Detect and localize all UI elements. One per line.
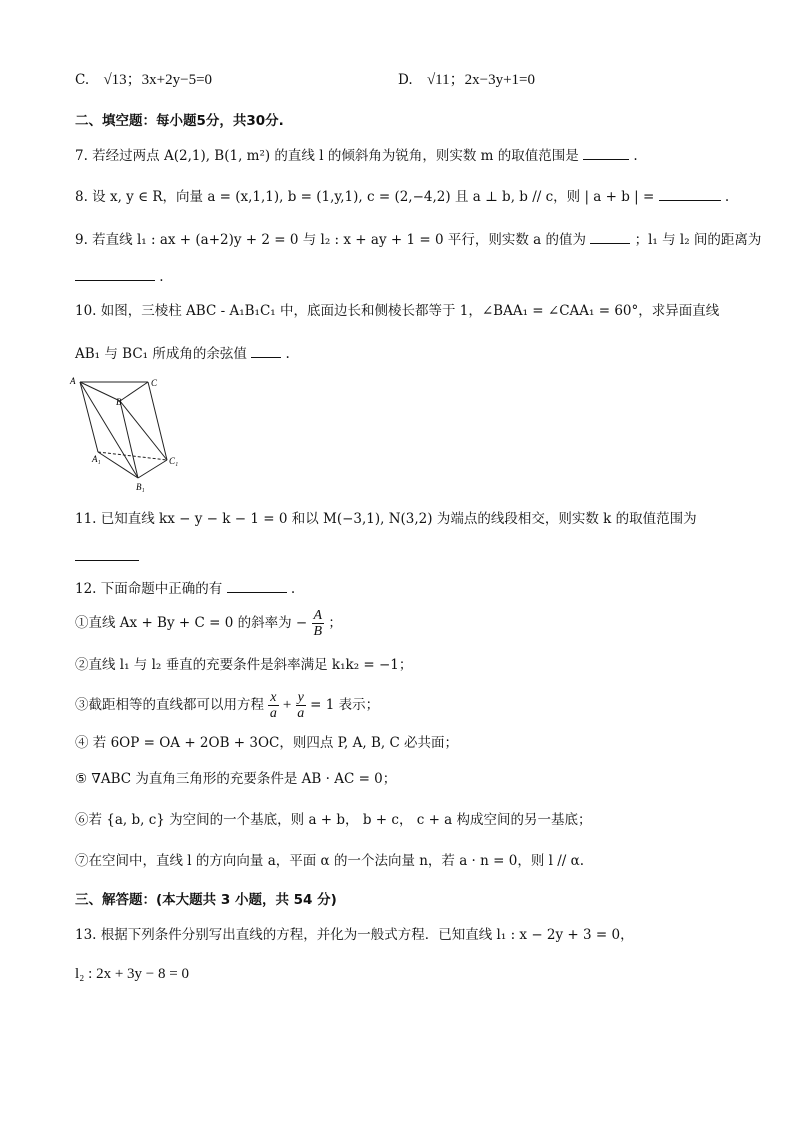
- q9-end: .: [159, 269, 164, 285]
- q12-item-2: ②直线 l₁ 与 l₂ 垂直的充要条件是斜率满足 k₁k₂ = −1；: [75, 657, 413, 673]
- q12-item-6: ⑥若 {a, b, c} 为空间的一个基底，则 a + b， b + c， c + a 构成空间的另一基底；: [75, 812, 592, 828]
- question-12: [75, 578, 295, 599]
- q12-item-4: ④ 若 6OP = OA + 2OB + 3OC，则四点 P, A, B, C 必共面；: [75, 735, 459, 751]
- question-10-cont: [75, 343, 290, 364]
- fraction-numerator: y: [297, 690, 304, 705]
- q9-answer-blank-2: [75, 266, 155, 281]
- section2-title: 二、填空题：每小题5分，共30分.: [75, 113, 284, 129]
- label-c1: C₁: [169, 456, 179, 466]
- fraction-a-over-b: [312, 608, 325, 639]
- label-c: C: [151, 378, 158, 388]
- segment-a-b1: [80, 382, 138, 478]
- option-c: [75, 70, 212, 90]
- label-b1: B₁: [136, 482, 145, 492]
- q12-text: 12. 下面命题中正确的有: [75, 581, 223, 597]
- option-d-text: √11；2x−3y+1=0: [426, 72, 535, 88]
- edge-b-c: [120, 382, 148, 401]
- q12-item-1-end: ；: [328, 615, 342, 631]
- option-d: [398, 70, 535, 90]
- question-11: [75, 509, 697, 529]
- question-7: [75, 145, 638, 166]
- q10-text: 10. 如图，三棱柱 ABC - A₁B₁C₁ 中，底面边长和侧棱长都等于 1，∠BAA₁ = ∠CAA₁ = 60°，求异面直线: [75, 303, 720, 319]
- q11-answer-blank: [75, 546, 139, 561]
- q11-text: 11. 已知直线 kx − y − k − 1 = 0 和以 M(−3,1), N(3,2) 为端点的线段相交，则实数 k 的取值范围为: [75, 511, 697, 527]
- q12-item-5: ⑤ ∇ABC 为直角三角形的充要条件是 AB · AC = 0；: [75, 771, 397, 787]
- q8-text: 8. 设 x, y ∈ R，向量 a = (x,1,1), b = (1,y,1), c = (2,−4,2) 且 a ⊥ b, b // c，则 | a + b | =: [75, 189, 655, 205]
- q12-item-3-text: ③截距相等的直线都可以用方程: [75, 697, 264, 713]
- q12-item-7: ⑦在空间中，直线 l 的方向向量 a，平面 α 的一个法向量 n，若 a · n = 0，则 l // α.: [75, 853, 585, 869]
- q12-item-3-end: = 1 表示；: [310, 697, 380, 713]
- q8-end: .: [724, 189, 730, 205]
- q13-text2: l₂ : 2x + 3y − 8 = 0: [75, 966, 189, 982]
- q12-item-3: [75, 690, 379, 721]
- section3-title: 三、解答题：(本大题共 3 小题，共 54 分): [75, 892, 337, 908]
- q10-end: .: [285, 346, 290, 362]
- fraction-denominator: a: [297, 706, 305, 721]
- question-9-cont: [75, 266, 164, 287]
- option-d-label: D.: [398, 72, 413, 88]
- label-a: A: [70, 376, 76, 386]
- fraction-y-over-a: [296, 690, 306, 721]
- fraction-numerator: x: [270, 690, 277, 705]
- option-c-label: C.: [75, 72, 90, 88]
- q7-answer-blank: [583, 145, 629, 160]
- fraction-denominator: a: [269, 706, 277, 721]
- question-9: [75, 229, 761, 250]
- edge-a1-b1: [98, 452, 138, 478]
- q12-end: .: [290, 581, 296, 597]
- q12-item-1-text: ①直线 Ax + By + C = 0 的斜率为 −: [75, 615, 308, 631]
- edge-a-a1: [80, 382, 98, 452]
- q7-text: 7. 若经过两点 A(2,1), B(1, m²) 的直线 l 的倾斜角为锐角，则实数 m 的取值范围是: [75, 148, 579, 164]
- prism-figure: [68, 374, 198, 492]
- q9-text: 9. 若直线 l₁ : ax + (a+2)y + 2 = 0 与 l₂ : x + ay + 1 = 0 平行，则实数 a 的值为: [75, 232, 586, 248]
- question-13: 13. 根据下列条件分别写出直线的方程，并化为一般式方程．已知直线 l₁ : x − 2y + 3 = 0，: [75, 927, 634, 943]
- question-8: [75, 186, 729, 207]
- edge-b1-c1: [138, 460, 167, 478]
- q8-answer-blank: [659, 186, 721, 201]
- question-11-cont: [75, 546, 139, 567]
- question-10: [75, 301, 719, 321]
- label-b: B: [116, 397, 122, 407]
- fraction-numerator: A: [313, 608, 323, 623]
- q12-answer-blank: [227, 578, 287, 593]
- label-a1: A₁: [92, 454, 101, 464]
- question-13-cont: [75, 964, 189, 984]
- q7-end: .: [633, 148, 638, 164]
- fraction-x-over-a: [268, 690, 278, 721]
- q12-item-1: [75, 608, 342, 639]
- option-c-text: √13；3x+2y−5=0: [103, 72, 213, 88]
- q10-text2: AB₁ 与 BC₁ 所成角的余弦值: [75, 346, 247, 362]
- q9-answer-blank-1: [590, 229, 630, 244]
- q10-answer-blank: [251, 343, 281, 358]
- q9-mid: ；l₁ 与 l₂ 间的距离为: [634, 232, 762, 248]
- plus-sign: +: [282, 697, 292, 713]
- fraction-denominator: B: [313, 624, 323, 639]
